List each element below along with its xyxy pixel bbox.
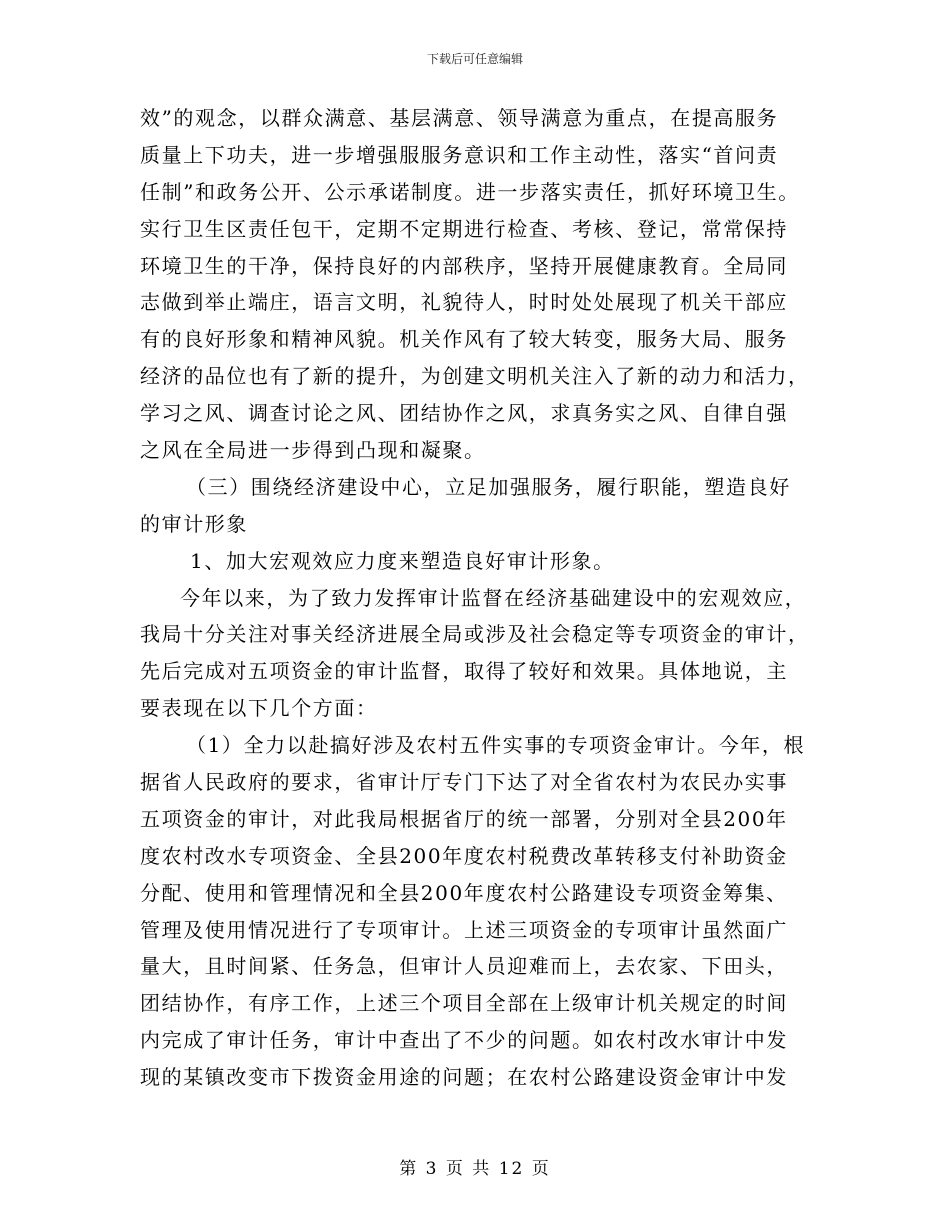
text-line: 学习之风、调查讨论之风、团结协作之风，求真务实之风、自律自强 bbox=[140, 401, 788, 426]
subsection-heading-line: 1、加大宏观效应力度来塑造良好审计形象。 bbox=[190, 548, 615, 573]
text-line: 今年以来，为了致力发挥审计监督在经济基础建设中的宏观效应， bbox=[180, 585, 807, 610]
text-line: 任制”和政务公开、公示承诺制度。进一步落实责任，抓好环境卫生。 bbox=[140, 179, 800, 204]
text-line: 度农村改水专项资金、全县200年度农村税费改革转移支付补助资金 bbox=[140, 843, 788, 868]
text-line: 实行卫生区责任包干，定期不定期进行检查、考核、登记，常常保持 bbox=[140, 216, 788, 241]
text-line: 管理及使用情况进行了专项审计。上述三项资金的专项审计虽然面广 bbox=[140, 917, 788, 942]
text-line: 我局十分关注对事关经济进展全局或涉及社会稳定等专项资金的审计， bbox=[140, 622, 810, 647]
page-number-footer: 第 3 页 共 12 页 bbox=[399, 1159, 551, 1179]
text-line: 现的某镇改变市下拨资金用途的问题；在农村公路建设资金审计中发 bbox=[140, 1065, 788, 1090]
text-line: 五项资金的审计，对此我局根据省厅的统一部署，分别对全县200年 bbox=[140, 806, 788, 831]
text-line: 分配、使用和管理情况和全县200年度农村公路建设专项资金筹集、 bbox=[140, 880, 788, 905]
text-line: 要表现在以下几个方面： bbox=[140, 696, 378, 721]
section-heading-line: （三）围绕经济建设中心，立足加强服务，履行职能，塑造良好 bbox=[186, 474, 791, 499]
document-body bbox=[140, 108, 810, 1104]
page-header-note: 下载后可任意编辑 bbox=[426, 52, 523, 66]
text-line: 量大，且时间紧、任务急，但审计人员迎难而上，去农家、下田头， bbox=[140, 954, 788, 979]
text-line: 志做到举止端庄，语言文明，礼貌待人，时时处处展现了机关干部应 bbox=[140, 290, 788, 315]
section-heading-line: 的审计形象 bbox=[140, 511, 248, 536]
text-line: 效”的观念，以群众满意、基层满意、领导满意为重点，在提高服务 bbox=[140, 106, 779, 130]
text-line: 内完成了审计任务，审计中查出了不少的问题。如农村改水审计中发 bbox=[140, 1028, 788, 1053]
text-line: 质量上下功夫，进一步增强服服务意识和工作主动性，落实“首问责 bbox=[140, 142, 779, 167]
text-line: 先后完成对五项资金的审计监督，取得了较好和效果。具体地说，主 bbox=[140, 659, 788, 684]
text-line: 环境卫生的干净，保持良好的内部秩序，坚持开展健康教育。全局同 bbox=[140, 253, 788, 278]
text-line: 之风在全局进一步得到凸现和凝聚。 bbox=[140, 438, 486, 463]
text-line: 有的良好形象和精神风貌。机关作风有了较大转变，服务大局、服务 bbox=[140, 327, 788, 352]
text-line: 团结协作，有序工作，上述三个项目全部在上级审计机关规定的时间 bbox=[140, 991, 788, 1016]
text-line: 经济的品位也有了新的提升，为创建文明机关注入了新的动力和活力， bbox=[140, 364, 810, 389]
text-line: 据省人民政府的要求，省审计厅专门下达了对全省农村为农民办实事 bbox=[140, 770, 788, 795]
text-line: （1）全力以赴搞好涉及农村五件实事的专项资金审计。今年，根 bbox=[186, 733, 806, 758]
